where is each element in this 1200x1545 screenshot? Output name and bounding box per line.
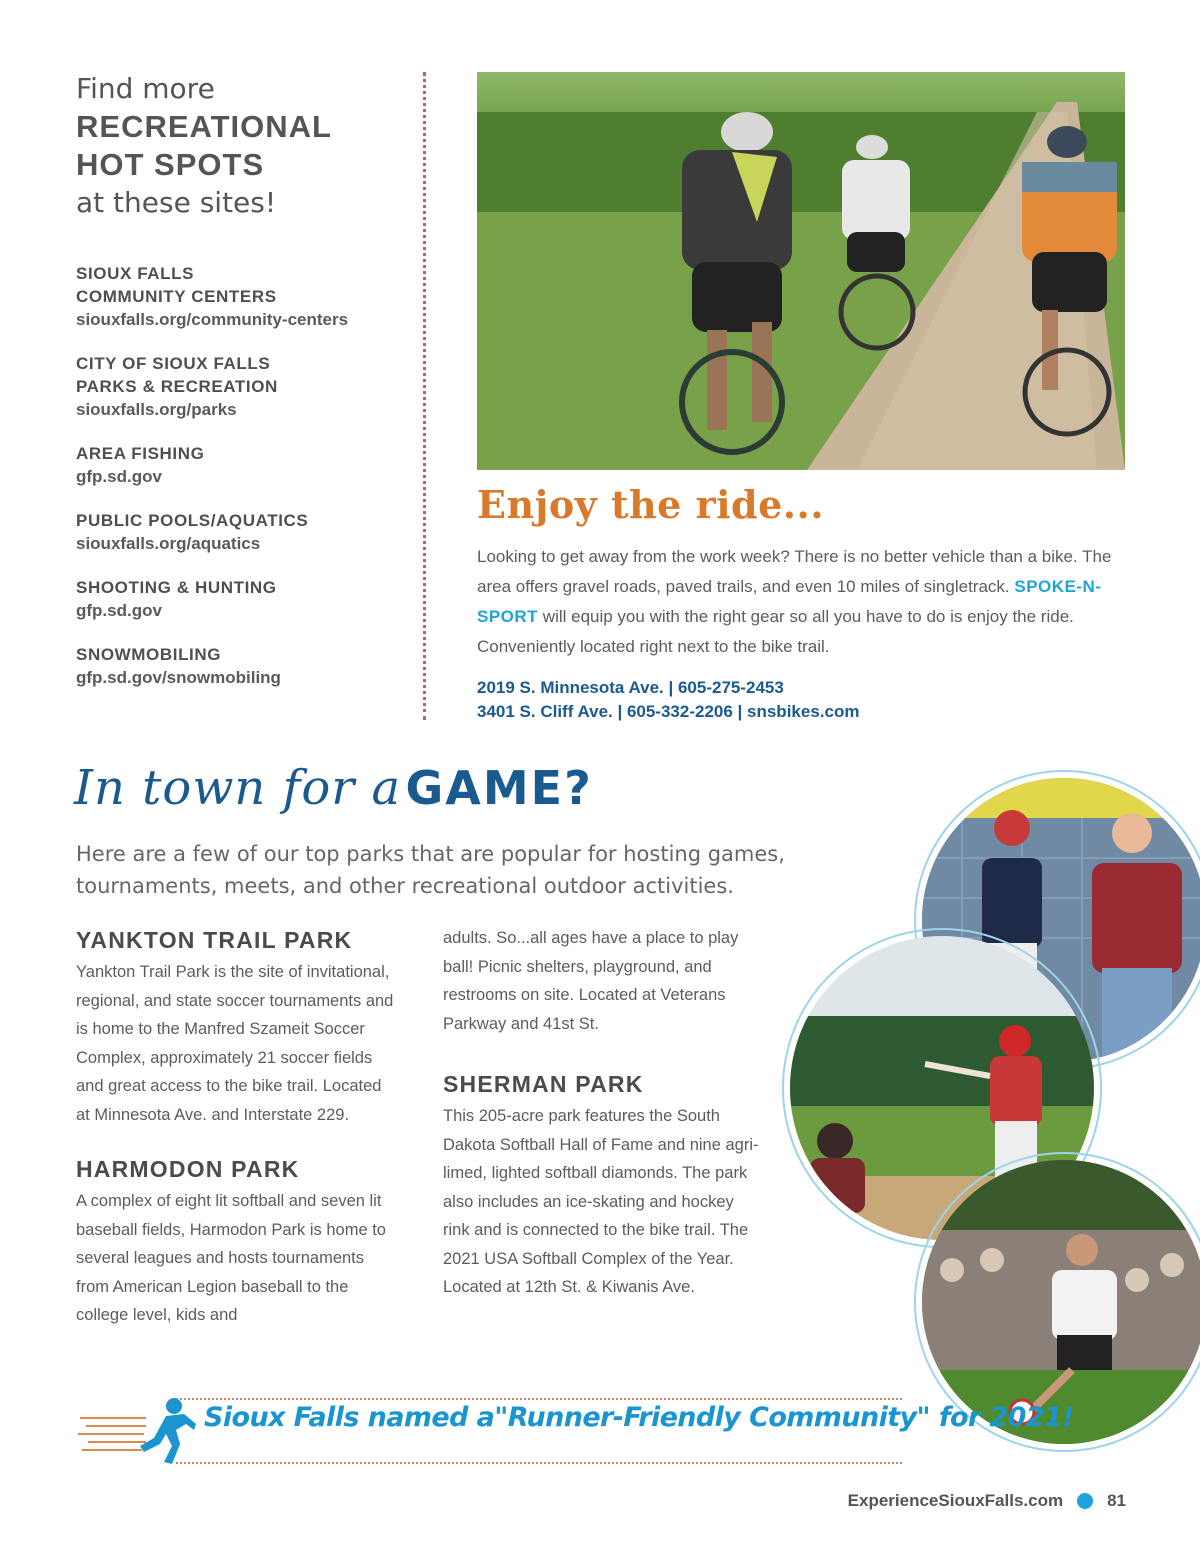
parks-column-right xyxy=(443,924,763,1326)
page-footer xyxy=(848,1491,1126,1511)
hotspots-heading-line2: RECREATIONAL xyxy=(76,109,332,144)
banner-bottom-dotted-line xyxy=(176,1462,902,1464)
site-link[interactable]: gfp.sd.gov/snowmobiling xyxy=(76,668,281,687)
runner-friendly-banner: Sioux Falls named a"Runner-Friendly Community" for 2021! xyxy=(204,1402,1074,1433)
site-item-pools-aquatics xyxy=(76,509,406,555)
site-name: PUBLIC POOLS/AQUATICS xyxy=(76,511,309,530)
runner-icon xyxy=(76,1394,196,1466)
hotspots-heading-line1: Find more xyxy=(76,72,215,105)
ride-description xyxy=(477,542,1127,662)
ride-body-part1: Looking to get away from the work week? There is no better vehicle than a bike. The area offers gravel roads, paved trails, and even 10 miles of singletrack. xyxy=(477,547,1112,596)
footer-website[interactable]: ExperienceSiouxFalls.com xyxy=(847,1491,1064,1510)
site-link[interactable]: siouxfalls.org/aquatics xyxy=(76,534,261,553)
park-description: A complex of eight lit softball and seven lit baseball fields, Harmodon Park is home to several leagues and hosts tournaments from American Legion baseball to the college level, kids and xyxy=(76,1192,386,1324)
footer-dot-icon xyxy=(1077,1493,1093,1509)
park-harmodon-continued xyxy=(443,924,763,1038)
park-yankton-trail xyxy=(76,924,396,1129)
park-description: Yankton Trail Park is the site of invitational, regional, and state soccer tournaments and is home to the Manfred Szameit Soccer Complex, approximately 21 soccer fields and great access to the bike trail. Located at Minnesota Ave. and Interstate 229. xyxy=(76,963,394,1124)
site-name: AREA FISHING xyxy=(76,444,205,463)
site-link[interactable]: siouxfalls.org/community-centers xyxy=(76,310,349,329)
parks-column-left xyxy=(76,924,396,1354)
cyclists-photo xyxy=(477,72,1125,470)
ride-body-part2: will equip you with the right gear so all you have to do is enjoy the ride. Conveniently located right next to the bike trail. xyxy=(477,607,1074,656)
site-item-area-fishing xyxy=(76,442,406,488)
site-item-shooting-hunting xyxy=(76,576,406,622)
game-title-italic: In town for a xyxy=(74,760,402,816)
bike-shop-contact xyxy=(477,676,859,724)
park-heading: HARMODON PARK xyxy=(76,1156,300,1182)
hotspots-heading-line4: at these sites! xyxy=(76,186,277,219)
page-number: 81 xyxy=(1107,1491,1126,1510)
park-heading: YANKTON TRAIL PARK xyxy=(76,927,353,953)
address-line-1: 2019 S. Minnesota Ave. | 605-275-2453 xyxy=(477,678,784,697)
park-sherman xyxy=(443,1068,763,1302)
banner-top-dotted-line xyxy=(176,1398,902,1400)
game-title-bold: GAME? xyxy=(405,761,593,815)
park-description: adults. So...all ages have a place to play ball! Picnic shelters, playground, and restrooms on site. Located at Veterans Parkway and 41st St. xyxy=(443,929,739,1033)
ride-title: Enjoy the ride... xyxy=(477,482,824,527)
hotspots-heading xyxy=(76,70,406,222)
site-item-snowmobiling xyxy=(76,643,406,689)
address-line-2: 3401 S. Cliff Ave. | 605-332-2206 | snsbikes.com xyxy=(477,702,860,721)
game-intro: Here are a few of our top parks that are popular for hosting games, tournaments, meets, and other recreational outdoor activities. xyxy=(76,842,785,898)
site-link[interactable]: gfp.sd.gov xyxy=(76,467,162,486)
site-link[interactable]: siouxfalls.org/parks xyxy=(76,400,237,419)
hotspots-site-list xyxy=(76,262,406,710)
game-title xyxy=(74,760,593,816)
park-description: This 205-acre park features the South Dakota Softball Hall of Fame and nine agri-limed, lighted softball diamonds. The park also includes an ice-skating and hockey rink and is connected to the bike trail. The 2021 USA Softball Complex of the Year. Located at 12th St. & Kiwanis Ave. xyxy=(443,1107,759,1296)
site-name: SNOWMOBILING xyxy=(76,645,222,664)
site-name: SIOUX FALLS COMMUNITY CENTERS xyxy=(76,264,277,306)
spoke-n-sport-brand: SPOKE-N-SPORT xyxy=(477,577,1102,626)
cyclists-photo-illustration xyxy=(477,72,1125,470)
park-heading: SHERMAN PARK xyxy=(443,1071,644,1097)
site-name: CITY OF SIOUX FALLS PARKS & RECREATION xyxy=(76,354,278,396)
site-item-parks-recreation xyxy=(76,352,406,421)
park-harmodon xyxy=(76,1153,396,1330)
site-item-community-centers xyxy=(76,262,406,331)
site-link[interactable]: gfp.sd.gov xyxy=(76,601,162,620)
hotspots-heading-line3: HOT SPOTS xyxy=(76,147,265,182)
site-name: SHOOTING & HUNTING xyxy=(76,578,277,597)
vertical-dotted-divider xyxy=(423,72,426,720)
